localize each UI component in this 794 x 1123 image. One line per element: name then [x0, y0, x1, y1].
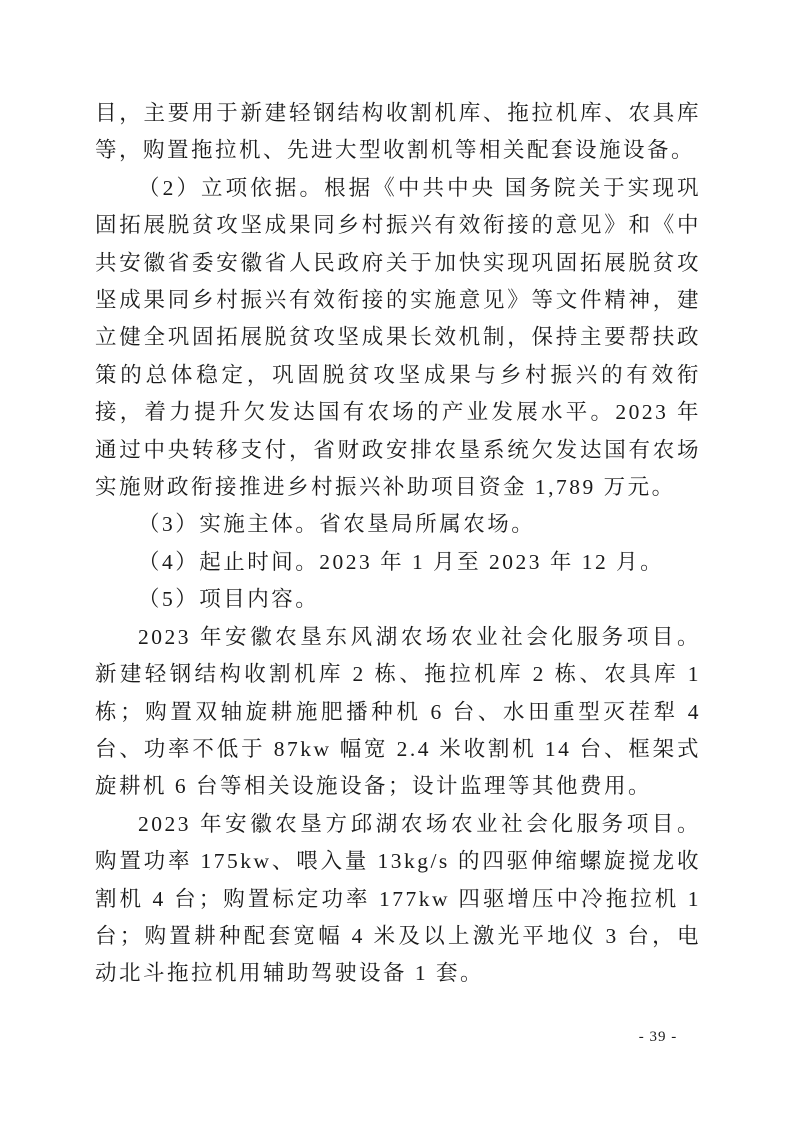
- page-number: - 39 -: [638, 1029, 678, 1045]
- paragraph-project-fangqiuhu: 2023 年安徽农垦方邱湖农场农业社会化服务项目。购置功率 175kw、喂入量 13kg/s 的四驱伸缩螺旋搅龙收割机 4 台；购置标定功率 177kw 四驱增压中冷拖拉机 1 台；购置耕种配套宽幅 4 米及以上激光平地仪 3 台，电动北斗拖拉机用辅助驾驶设备 1 套。: [95, 811, 701, 986]
- body-text: [95, 95, 701, 993]
- paragraph-item-2-basis: （2）立项依据。根据《中共中央 国务院关于实现巩固拓展脱贫攻坚成果同乡村振兴有效衔接的意见》和《中共安徽省委安徽省人民政府关于加快实现巩固拓展脱贫攻坚成果同乡村振兴有效衔接的实施意见》等文件精神，建立健全巩固拓展脱贫攻坚成果长效机制，保持主要帮扶政策的总体稳定，巩固脱贫攻坚成果与乡村振兴的有效衔接，着力提升欠发达国有农场的产业发展水平。2023 年通过中央转移支付，省财政安排农垦系统欠发达国有农场实施财政衔接推进乡村振兴补助项目资金 1,789 万元。: [95, 175, 701, 500]
- paragraph-project-dongfenghu: 2023 年安徽农垦东风湖农场农业社会化服务项目。新建轻钢结构收割机库 2 栋、拖拉机库 2 栋、农具库 1 栋；购置双轴旋耕施肥播种机 6 台、水田重型灭茬犁 4 台、功率不低于 87kw 幅宽 2.4 米收割机 14 台、框架式旋耕机 6 台等相关设施设备；设计监理等其他费用。: [95, 624, 701, 799]
- paragraph-continuation: 目，主要用于新建轻钢结构收割机库、拖拉机库、农具库等，购置拖拉机、先进大型收割机等相关配套设施设备。: [95, 101, 701, 163]
- paragraph-item-3-implementer: （3）实施主体。省农垦局所属农场。: [138, 512, 536, 537]
- paragraph-item-4-timeframe: （4）起止时间。2023 年 1 月至 2023 年 12 月。: [138, 549, 665, 574]
- paragraph-item-5-content: （5）项目内容。: [138, 587, 320, 612]
